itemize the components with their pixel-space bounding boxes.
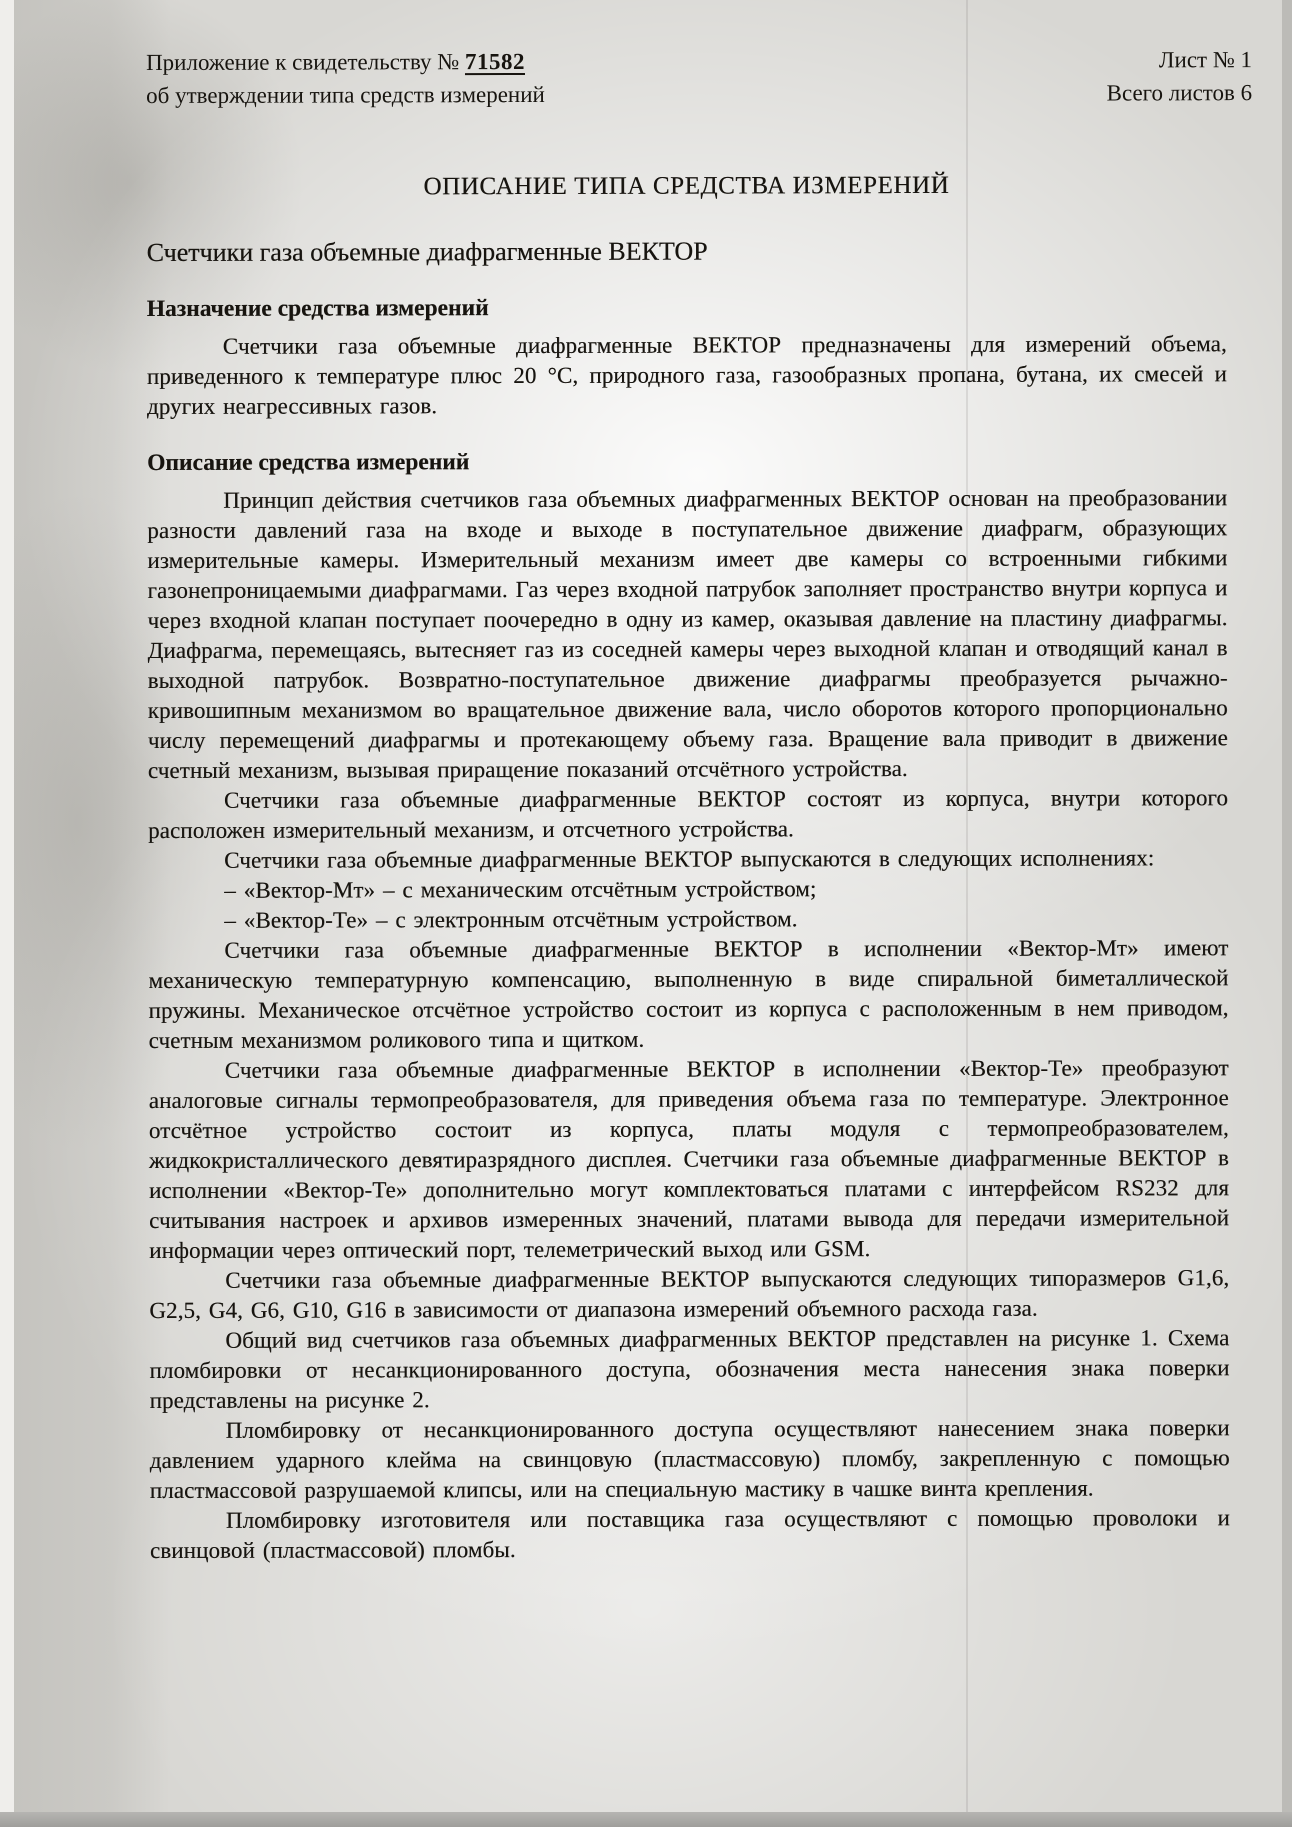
sheet-number: Лист № 1 <box>1158 47 1253 73</box>
scan-left-edge-strip <box>0 0 14 1827</box>
scan-bottom-edge-bar <box>0 1812 1292 1827</box>
description-paragraph-versions-intro: Счетчики газа объемные диафрагменные ВЕКТОР выпускаются в следующих исполнениях: <box>224 845 1155 873</box>
description-paragraph-sealing-verification: Пломбировку от несанкционированного доступа осуществляют нанесением знака поверки давлением ударного клейма на свинцовую (пластмассовую) пломбу, закрепленную с помощью пластмассовой разрушаемой клипсы, или на специальную мастику в чашке винта крепления. <box>149 1415 1230 1503</box>
document-subtitle: Счетчики газа объемные диафрагменные ВЕКТОР <box>146 236 708 267</box>
section-heading-purpose: Назначение средства измерений <box>146 295 489 322</box>
variant-list-item-mt: – «Вектор-Мт» – с механическим отсчётным устройством; <box>224 876 817 903</box>
description-paragraph-principle: Принцип действия счетчиков газа объемных диафрагменных ВЕКТОР основан на преобразовании разности давлений газа на входе и выходе в поступательное движение диафрагм, образующих измерительные камеры. Измерительный механизм имеет две камеры со встроенными гибкими газонепроницаемыми диафрагмами. Газ через входной патрубок заполняет пространство внутри корпуса и через входной клапан поступает поочередно в одну из камер, оказывая давление на пластину диафрагмы. Диафрагма, перемещаясь, вытесняет газ из соседней камеры через выходной клапан и отводящий канал в выходной патрубок. Возвратно-поступательное движение диафрагмы преобразуется рычажно-кривошипным механизмом во вращательное движение вала, число оборотов которого пропорционально числу перемещений диафрагмы и протекающему объему газа. Вращение вала приводит в движение счетный механизм, вызывая приращение показаний отсчётного устройства. <box>147 485 1228 783</box>
document-header <box>146 43 1252 112</box>
appendix-text: Приложение к свидетельству № <box>146 49 465 75</box>
purpose-paragraph: Счетчики газа объемные диафрагменные ВЕКТОР предназначены для измерений объема, приведенного к температуре плюс 20 °С, природного газа, газообразных пропана, бутана, их смесей и других неагрессивных газов. <box>146 331 1227 419</box>
header-appendix-line <box>146 45 545 79</box>
description-paragraph-figures: Общий вид счетчиков газа объемных диафрагменных ВЕКТОР представлен на рисунке 1. Схема пломбировки от несанкционированного доступа, обозначения места нанесения знака поверки представлены на рисунке 2. <box>149 1325 1230 1413</box>
total-sheets: Всего листов 6 <box>1106 80 1253 106</box>
header-approval-line: об утверждении типа средств измерений <box>146 81 545 108</box>
section-heading-description: Описание средства измерений <box>147 449 470 476</box>
document-page <box>146 43 1253 1566</box>
certificate-number: 71582 <box>464 49 525 75</box>
header-right-block <box>1106 43 1252 109</box>
description-paragraph-sizes: Счетчики газа объемные диафрагменные ВЕКТОР выпускаются следующих типоразмеров G1,6, G2,5, G4, G6, G10, G16 в зависимости от диапазона измерений объемного расхода газа. <box>149 1265 1230 1323</box>
description-paragraph-mt: Счетчики газа объемные диафрагменные ВЕКТОР в исполнении «Вектор-Мт» имеют механическую температурную компенсацию, выполненную в виде спиральной биметаллической пружины. Механическое отсчётное устройство состоит из корпуса с расположенным в нем приводом, счетным механизмом роликового типа и щитком. <box>148 935 1229 1053</box>
description-paragraph-sealing-manufacturer: Пломбировку изготовителя или поставщика газа осуществляют с помощью проволоки и свинцовой (пластмассовой) пломбы. <box>149 1505 1230 1563</box>
header-left-block <box>146 45 545 112</box>
scan-right-edge-strip <box>1282 0 1292 1827</box>
description-paragraph-te: Счетчики газа объемные диафрагменные ВЕКТОР в исполнении «Вектор-Те» преобразуют аналоговые сигналы термопреобразователя, для приведения объема газа по температуре. Электронное отсчётное устройство состоит из корпуса, платы модуля с термопреобразователем, жидкокристаллического девятиразрядного дисплея. Счетчики газа объемные диафрагменные ВЕКТОР в исполнении «Вектор-Те» дополнительно могут комплектоваться платами с интерфейсом RS232 для считывания настроек и архивов измеренных значений, платами вывода для передачи измерительной информации через оптический порт, телеметрический выход или GSM. <box>148 1055 1230 1263</box>
description-paragraph-structure: Счетчики газа объемные диафрагменные ВЕКТОР состоят из корпуса, внутри которого расположен измерительный механизм, и отсчетного устройства. <box>148 785 1229 843</box>
variant-list-item-te: – «Вектор-Те» – с электронным отсчётным устройством. <box>224 906 798 933</box>
document-title: ОПИСАНИЕ ТИПА СРЕДСТВА ИЗМЕРЕНИЙ <box>423 171 950 201</box>
